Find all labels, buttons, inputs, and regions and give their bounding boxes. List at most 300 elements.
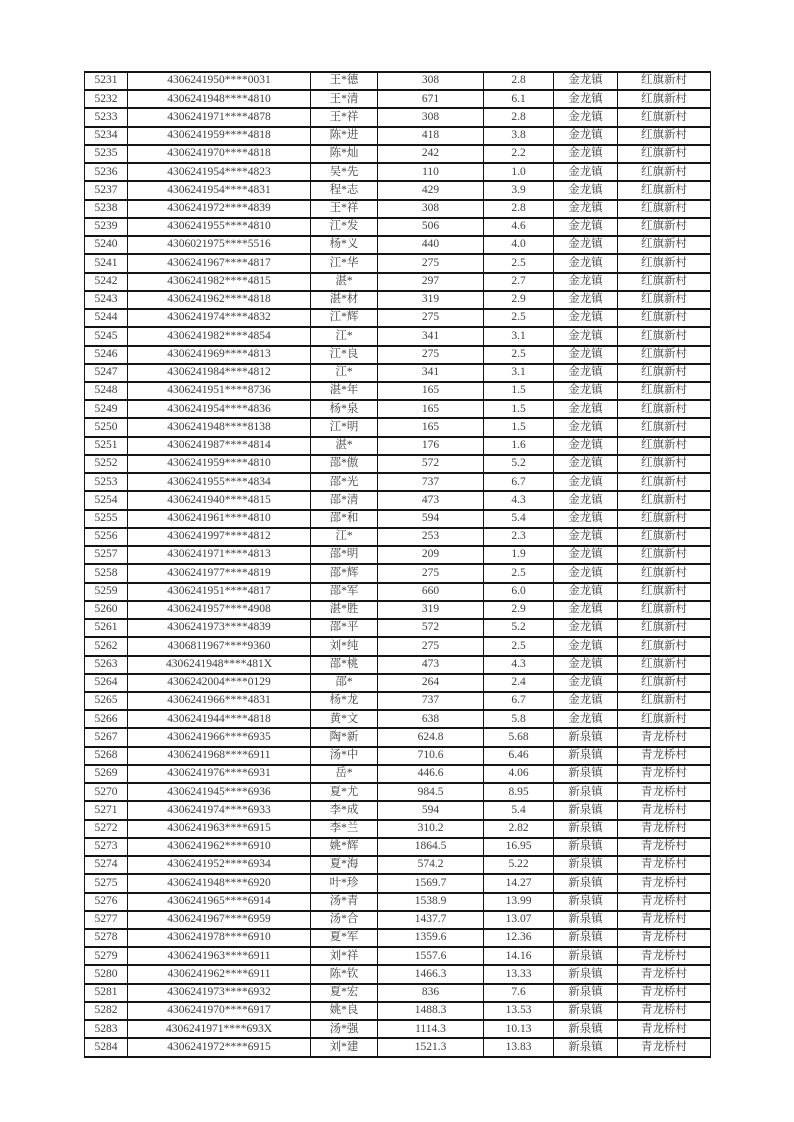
village-cell: 红旗新村 xyxy=(618,437,711,455)
row-number-cell: 5235 xyxy=(85,145,128,163)
id-number-cell: 4306241978****6910 xyxy=(128,929,311,947)
amount-cell: 1521.3 xyxy=(378,1038,484,1057)
table-row xyxy=(85,400,711,418)
name-cell: 汤*中 xyxy=(311,747,378,765)
table-row xyxy=(85,783,711,801)
table-row xyxy=(85,965,711,983)
town-cell: 金龙镇 xyxy=(554,656,618,674)
town-cell: 新泉镇 xyxy=(554,838,618,856)
id-number-cell: 4306241984****4812 xyxy=(128,364,311,382)
town-cell: 金龙镇 xyxy=(554,145,618,163)
amount-cell: 710.6 xyxy=(378,747,484,765)
rate-cell: 5.68 xyxy=(484,728,554,746)
id-number-cell: 4306242004****0129 xyxy=(128,674,311,692)
row-number-cell: 5232 xyxy=(85,90,128,108)
amount-cell: 594 xyxy=(378,801,484,819)
amount-cell: 165 xyxy=(378,382,484,400)
name-cell: 江* xyxy=(311,528,378,546)
table-row xyxy=(85,747,711,765)
id-number-cell: 4306241948****4810 xyxy=(128,90,311,108)
amount-cell: 660 xyxy=(378,583,484,601)
village-cell: 红旗新村 xyxy=(618,145,711,163)
town-cell: 新泉镇 xyxy=(554,820,618,838)
town-cell: 金龙镇 xyxy=(554,528,618,546)
id-number-cell: 4306241973****4839 xyxy=(128,619,311,637)
table-row xyxy=(85,710,711,728)
table-row xyxy=(85,838,711,856)
row-number-cell: 5275 xyxy=(85,874,128,892)
name-cell: 江*发 xyxy=(311,218,378,236)
table-row xyxy=(85,473,711,491)
rate-cell: 1.5 xyxy=(484,418,554,436)
row-number-cell: 5274 xyxy=(85,856,128,874)
amount-cell: 308 xyxy=(378,108,484,126)
name-cell: 邵*平 xyxy=(311,619,378,637)
town-cell: 新泉镇 xyxy=(554,874,618,892)
town-cell: 金龙镇 xyxy=(554,72,618,90)
row-number-cell: 5253 xyxy=(85,473,128,491)
amount-cell: 165 xyxy=(378,400,484,418)
table-row xyxy=(85,291,711,309)
rate-cell: 2.9 xyxy=(484,291,554,309)
row-number-cell: 5250 xyxy=(85,418,128,436)
name-cell: 江*华 xyxy=(311,254,378,272)
amount-cell: 1569.7 xyxy=(378,874,484,892)
town-cell: 金龙镇 xyxy=(554,546,618,564)
rate-cell: 4.06 xyxy=(484,765,554,783)
town-cell: 新泉镇 xyxy=(554,929,618,947)
village-cell: 红旗新村 xyxy=(618,418,711,436)
amount-cell: 638 xyxy=(378,710,484,728)
row-number-cell: 5266 xyxy=(85,710,128,728)
village-cell: 红旗新村 xyxy=(618,309,711,327)
name-cell: 夏*宏 xyxy=(311,984,378,1002)
id-number-cell: 4306241982****4854 xyxy=(128,327,311,345)
rate-cell: 3.8 xyxy=(484,127,554,145)
rate-cell: 6.46 xyxy=(484,747,554,765)
rate-cell: 13.53 xyxy=(484,1002,554,1020)
name-cell: 汤*强 xyxy=(311,1020,378,1038)
village-cell: 青龙桥村 xyxy=(618,947,711,965)
row-number-cell: 5251 xyxy=(85,437,128,455)
name-cell: 邵*傲 xyxy=(311,455,378,473)
row-number-cell: 5282 xyxy=(85,1002,128,1020)
amount-cell: 1114.3 xyxy=(378,1020,484,1038)
rate-cell: 13.99 xyxy=(484,893,554,911)
village-cell: 青龙桥村 xyxy=(618,838,711,856)
id-number-cell: 4306241963****6915 xyxy=(128,820,311,838)
town-cell: 金龙镇 xyxy=(554,327,618,345)
village-cell: 青龙桥村 xyxy=(618,820,711,838)
id-number-cell: 4306241959****4810 xyxy=(128,455,311,473)
amount-cell: 275 xyxy=(378,254,484,272)
amount-cell: 418 xyxy=(378,127,484,145)
row-number-cell: 5241 xyxy=(85,254,128,272)
rate-cell: 2.5 xyxy=(484,346,554,364)
village-cell: 红旗新村 xyxy=(618,291,711,309)
table-row xyxy=(85,418,711,436)
village-cell: 红旗新村 xyxy=(618,200,711,218)
rate-cell: 2.3 xyxy=(484,528,554,546)
row-number-cell: 5234 xyxy=(85,127,128,145)
amount-cell: 429 xyxy=(378,181,484,199)
town-cell: 金龙镇 xyxy=(554,473,618,491)
rate-cell: 13.33 xyxy=(484,965,554,983)
amount-cell: 1488.3 xyxy=(378,1002,484,1020)
table-row xyxy=(85,346,711,364)
row-number-cell: 5281 xyxy=(85,984,128,1002)
village-cell: 青龙桥村 xyxy=(618,728,711,746)
table-row xyxy=(85,382,711,400)
table-row xyxy=(85,364,711,382)
name-cell: 岳* xyxy=(311,765,378,783)
rate-cell: 6.7 xyxy=(484,473,554,491)
row-number-cell: 5269 xyxy=(85,765,128,783)
id-number-cell: 4306241966****6935 xyxy=(128,728,311,746)
amount-cell: 473 xyxy=(378,491,484,509)
village-cell: 红旗新村 xyxy=(618,181,711,199)
village-cell: 红旗新村 xyxy=(618,72,711,90)
name-cell: 江*辉 xyxy=(311,309,378,327)
rate-cell: 2.7 xyxy=(484,273,554,291)
amount-cell: 310.2 xyxy=(378,820,484,838)
table-row xyxy=(85,72,711,90)
town-cell: 金龙镇 xyxy=(554,90,618,108)
name-cell: 邵* xyxy=(311,674,378,692)
town-cell: 金龙镇 xyxy=(554,200,618,218)
name-cell: 江* xyxy=(311,364,378,382)
row-number-cell: 5279 xyxy=(85,947,128,965)
town-cell: 金龙镇 xyxy=(554,491,618,509)
rate-cell: 10.13 xyxy=(484,1020,554,1038)
village-cell: 青龙桥村 xyxy=(618,801,711,819)
amount-cell: 594 xyxy=(378,510,484,528)
row-number-cell: 5243 xyxy=(85,291,128,309)
rate-cell: 6.0 xyxy=(484,583,554,601)
village-cell: 红旗新村 xyxy=(618,601,711,619)
rate-cell: 16.95 xyxy=(484,838,554,856)
table-row xyxy=(85,200,711,218)
town-cell: 金龙镇 xyxy=(554,273,618,291)
town-cell: 新泉镇 xyxy=(554,765,618,783)
row-number-cell: 5249 xyxy=(85,400,128,418)
village-cell: 红旗新村 xyxy=(618,710,711,728)
town-cell: 金龙镇 xyxy=(554,637,618,655)
id-number-cell: 4306241997****4812 xyxy=(128,528,311,546)
amount-cell: 319 xyxy=(378,291,484,309)
table-row xyxy=(85,510,711,528)
town-cell: 金龙镇 xyxy=(554,309,618,327)
row-number-cell: 5254 xyxy=(85,491,128,509)
id-number-cell: 4306241974****4832 xyxy=(128,309,311,327)
town-cell: 新泉镇 xyxy=(554,1002,618,1020)
id-number-cell: 4306241966****4831 xyxy=(128,692,311,710)
row-number-cell: 5257 xyxy=(85,546,128,564)
rate-cell: 2.8 xyxy=(484,108,554,126)
rate-cell: 13.83 xyxy=(484,1038,554,1057)
row-number-cell: 5264 xyxy=(85,674,128,692)
table-row xyxy=(85,619,711,637)
village-cell: 红旗新村 xyxy=(618,637,711,655)
amount-cell: 341 xyxy=(378,327,484,345)
rate-cell: 2.5 xyxy=(484,254,554,272)
name-cell: 江*明 xyxy=(311,418,378,436)
village-cell: 红旗新村 xyxy=(618,218,711,236)
town-cell: 金龙镇 xyxy=(554,692,618,710)
village-cell: 红旗新村 xyxy=(618,127,711,145)
village-cell: 青龙桥村 xyxy=(618,911,711,929)
id-number-cell: 4306241977****4819 xyxy=(128,564,311,582)
village-cell: 青龙桥村 xyxy=(618,984,711,1002)
town-cell: 金龙镇 xyxy=(554,236,618,254)
amount-cell: 275 xyxy=(378,309,484,327)
table-row xyxy=(85,583,711,601)
table-row xyxy=(85,528,711,546)
id-number-cell: 4306241972****4839 xyxy=(128,200,311,218)
amount-cell: 253 xyxy=(378,528,484,546)
id-number-cell: 4306241971****4878 xyxy=(128,108,311,126)
village-cell: 青龙桥村 xyxy=(618,783,711,801)
name-cell: 程*志 xyxy=(311,181,378,199)
row-number-cell: 5259 xyxy=(85,583,128,601)
row-number-cell: 5268 xyxy=(85,747,128,765)
rate-cell: 2.82 xyxy=(484,820,554,838)
table-row xyxy=(85,801,711,819)
id-number-cell: 4306241968****6911 xyxy=(128,747,311,765)
row-number-cell: 5272 xyxy=(85,820,128,838)
row-number-cell: 5246 xyxy=(85,346,128,364)
name-cell: 叶*珍 xyxy=(311,874,378,892)
table-row xyxy=(85,674,711,692)
row-number-cell: 5237 xyxy=(85,181,128,199)
id-number-cell: 4306241974****6933 xyxy=(128,801,311,819)
village-cell: 红旗新村 xyxy=(618,364,711,382)
name-cell: 邵*军 xyxy=(311,583,378,601)
table-row xyxy=(85,947,711,965)
town-cell: 金龙镇 xyxy=(554,364,618,382)
name-cell: 吴*先 xyxy=(311,163,378,181)
id-number-cell: 4306241970****4818 xyxy=(128,145,311,163)
name-cell: 湛* xyxy=(311,437,378,455)
row-number-cell: 5277 xyxy=(85,911,128,929)
rate-cell: 2.8 xyxy=(484,200,554,218)
town-cell: 金龙镇 xyxy=(554,455,618,473)
id-number-cell: 4306241948****481X xyxy=(128,656,311,674)
row-number-cell: 5267 xyxy=(85,728,128,746)
id-number-cell: 4306241976****6931 xyxy=(128,765,311,783)
table-row xyxy=(85,637,711,655)
amount-cell: 984.5 xyxy=(378,783,484,801)
rate-cell: 8.95 xyxy=(484,783,554,801)
amount-cell: 737 xyxy=(378,692,484,710)
name-cell: 陈*钦 xyxy=(311,965,378,983)
id-number-cell: 4306241970****6917 xyxy=(128,1002,311,1020)
row-number-cell: 5284 xyxy=(85,1038,128,1057)
row-number-cell: 5270 xyxy=(85,783,128,801)
id-number-cell: 4306241957****4908 xyxy=(128,601,311,619)
town-cell: 金龙镇 xyxy=(554,583,618,601)
town-cell: 金龙镇 xyxy=(554,437,618,455)
amount-cell: 275 xyxy=(378,564,484,582)
table-row xyxy=(85,254,711,272)
name-cell: 湛* xyxy=(311,273,378,291)
amount-cell: 1864.5 xyxy=(378,838,484,856)
row-number-cell: 5276 xyxy=(85,893,128,911)
id-number-cell: 4306241940****4815 xyxy=(128,491,311,509)
town-cell: 金龙镇 xyxy=(554,400,618,418)
town-cell: 新泉镇 xyxy=(554,893,618,911)
row-number-cell: 5231 xyxy=(85,72,128,90)
row-number-cell: 5247 xyxy=(85,364,128,382)
row-number-cell: 5271 xyxy=(85,801,128,819)
amount-cell: 671 xyxy=(378,90,484,108)
name-cell: 姚*良 xyxy=(311,1002,378,1020)
row-number-cell: 5239 xyxy=(85,218,128,236)
village-cell: 青龙桥村 xyxy=(618,856,711,874)
amount-cell: 176 xyxy=(378,437,484,455)
amount-cell: 446.6 xyxy=(378,765,484,783)
id-number-cell: 4306241962****6911 xyxy=(128,965,311,983)
id-number-cell: 4306241971****693X xyxy=(128,1020,311,1038)
id-number-cell: 4306241961****4810 xyxy=(128,510,311,528)
amount-cell: 275 xyxy=(378,346,484,364)
id-number-cell: 4306241963****6911 xyxy=(128,947,311,965)
rate-cell: 2.5 xyxy=(484,309,554,327)
amount-cell: 297 xyxy=(378,273,484,291)
id-number-cell: 4306241944****4818 xyxy=(128,710,311,728)
rate-cell: 13.07 xyxy=(484,911,554,929)
town-cell: 金龙镇 xyxy=(554,291,618,309)
rate-cell: 7.6 xyxy=(484,984,554,1002)
village-cell: 红旗新村 xyxy=(618,273,711,291)
row-number-cell: 5273 xyxy=(85,838,128,856)
town-cell: 新泉镇 xyxy=(554,747,618,765)
rate-cell: 1.9 xyxy=(484,546,554,564)
amount-cell: 506 xyxy=(378,218,484,236)
town-cell: 新泉镇 xyxy=(554,984,618,1002)
town-cell: 新泉镇 xyxy=(554,947,618,965)
table-row xyxy=(85,874,711,892)
row-number-cell: 5252 xyxy=(85,455,128,473)
name-cell: 陶*新 xyxy=(311,728,378,746)
name-cell: 刘*纯 xyxy=(311,637,378,655)
table-row xyxy=(85,728,711,746)
amount-cell: 572 xyxy=(378,619,484,637)
name-cell: 李*成 xyxy=(311,801,378,819)
amount-cell: 209 xyxy=(378,546,484,564)
amount-cell: 836 xyxy=(378,984,484,1002)
amount-cell: 1466.3 xyxy=(378,965,484,983)
id-number-cell: 4306241948****8138 xyxy=(128,418,311,436)
amount-cell: 110 xyxy=(378,163,484,181)
id-number-cell: 4306241948****6920 xyxy=(128,874,311,892)
table-row xyxy=(85,163,711,181)
amount-cell: 1359.6 xyxy=(378,929,484,947)
table-row xyxy=(85,692,711,710)
name-cell: 夏*军 xyxy=(311,929,378,947)
id-number-cell: 4306811967****9360 xyxy=(128,637,311,655)
town-cell: 金龙镇 xyxy=(554,710,618,728)
name-cell: 陈*灿 xyxy=(311,145,378,163)
amount-cell: 574.2 xyxy=(378,856,484,874)
village-cell: 青龙桥村 xyxy=(618,1020,711,1038)
row-number-cell: 5280 xyxy=(85,965,128,983)
table-row xyxy=(85,856,711,874)
name-cell: 姚*辉 xyxy=(311,838,378,856)
village-cell: 红旗新村 xyxy=(618,108,711,126)
village-cell: 红旗新村 xyxy=(618,656,711,674)
rate-cell: 2.5 xyxy=(484,564,554,582)
village-cell: 红旗新村 xyxy=(618,564,711,582)
table-row xyxy=(85,127,711,145)
amount-cell: 572 xyxy=(378,455,484,473)
rate-cell: 4.6 xyxy=(484,218,554,236)
name-cell: 邵*光 xyxy=(311,473,378,491)
table-row xyxy=(85,90,711,108)
table-row xyxy=(85,437,711,455)
row-number-cell: 5263 xyxy=(85,656,128,674)
village-cell: 红旗新村 xyxy=(618,546,711,564)
name-cell: 江*良 xyxy=(311,346,378,364)
rate-cell: 5.8 xyxy=(484,710,554,728)
rate-cell: 6.1 xyxy=(484,90,554,108)
table-row xyxy=(85,1038,711,1057)
village-cell: 红旗新村 xyxy=(618,254,711,272)
rate-cell: 1.0 xyxy=(484,163,554,181)
name-cell: 邵*和 xyxy=(311,510,378,528)
table-row xyxy=(85,108,711,126)
rate-cell: 14.16 xyxy=(484,947,554,965)
row-number-cell: 5256 xyxy=(85,528,128,546)
table-row xyxy=(85,656,711,674)
rate-cell: 2.5 xyxy=(484,637,554,655)
table-row xyxy=(85,181,711,199)
village-cell: 红旗新村 xyxy=(618,619,711,637)
amount-cell: 341 xyxy=(378,364,484,382)
name-cell: 王*祥 xyxy=(311,200,378,218)
village-cell: 青龙桥村 xyxy=(618,747,711,765)
row-number-cell: 5248 xyxy=(85,382,128,400)
village-cell: 红旗新村 xyxy=(618,90,711,108)
table-row xyxy=(85,1002,711,1020)
amount-cell: 308 xyxy=(378,200,484,218)
name-cell: 夏*海 xyxy=(311,856,378,874)
rate-cell: 5.2 xyxy=(484,619,554,637)
name-cell: 夏*尤 xyxy=(311,783,378,801)
row-number-cell: 5233 xyxy=(85,108,128,126)
town-cell: 金龙镇 xyxy=(554,601,618,619)
name-cell: 湛*材 xyxy=(311,291,378,309)
amount-cell: 737 xyxy=(378,473,484,491)
village-cell: 红旗新村 xyxy=(618,674,711,692)
id-number-cell: 4306021975****5516 xyxy=(128,236,311,254)
id-number-cell: 4306241955****4810 xyxy=(128,218,311,236)
row-number-cell: 5258 xyxy=(85,564,128,582)
row-number-cell: 5244 xyxy=(85,309,128,327)
rate-cell: 14.27 xyxy=(484,874,554,892)
amount-cell: 264 xyxy=(378,674,484,692)
table-row xyxy=(85,273,711,291)
name-cell: 湛*胜 xyxy=(311,601,378,619)
rate-cell: 5.4 xyxy=(484,801,554,819)
table-row xyxy=(85,601,711,619)
village-cell: 青龙桥村 xyxy=(618,1002,711,1020)
name-cell: 陈*进 xyxy=(311,127,378,145)
table-row xyxy=(85,546,711,564)
village-cell: 青龙桥村 xyxy=(618,893,711,911)
town-cell: 新泉镇 xyxy=(554,1038,618,1057)
village-cell: 红旗新村 xyxy=(618,473,711,491)
